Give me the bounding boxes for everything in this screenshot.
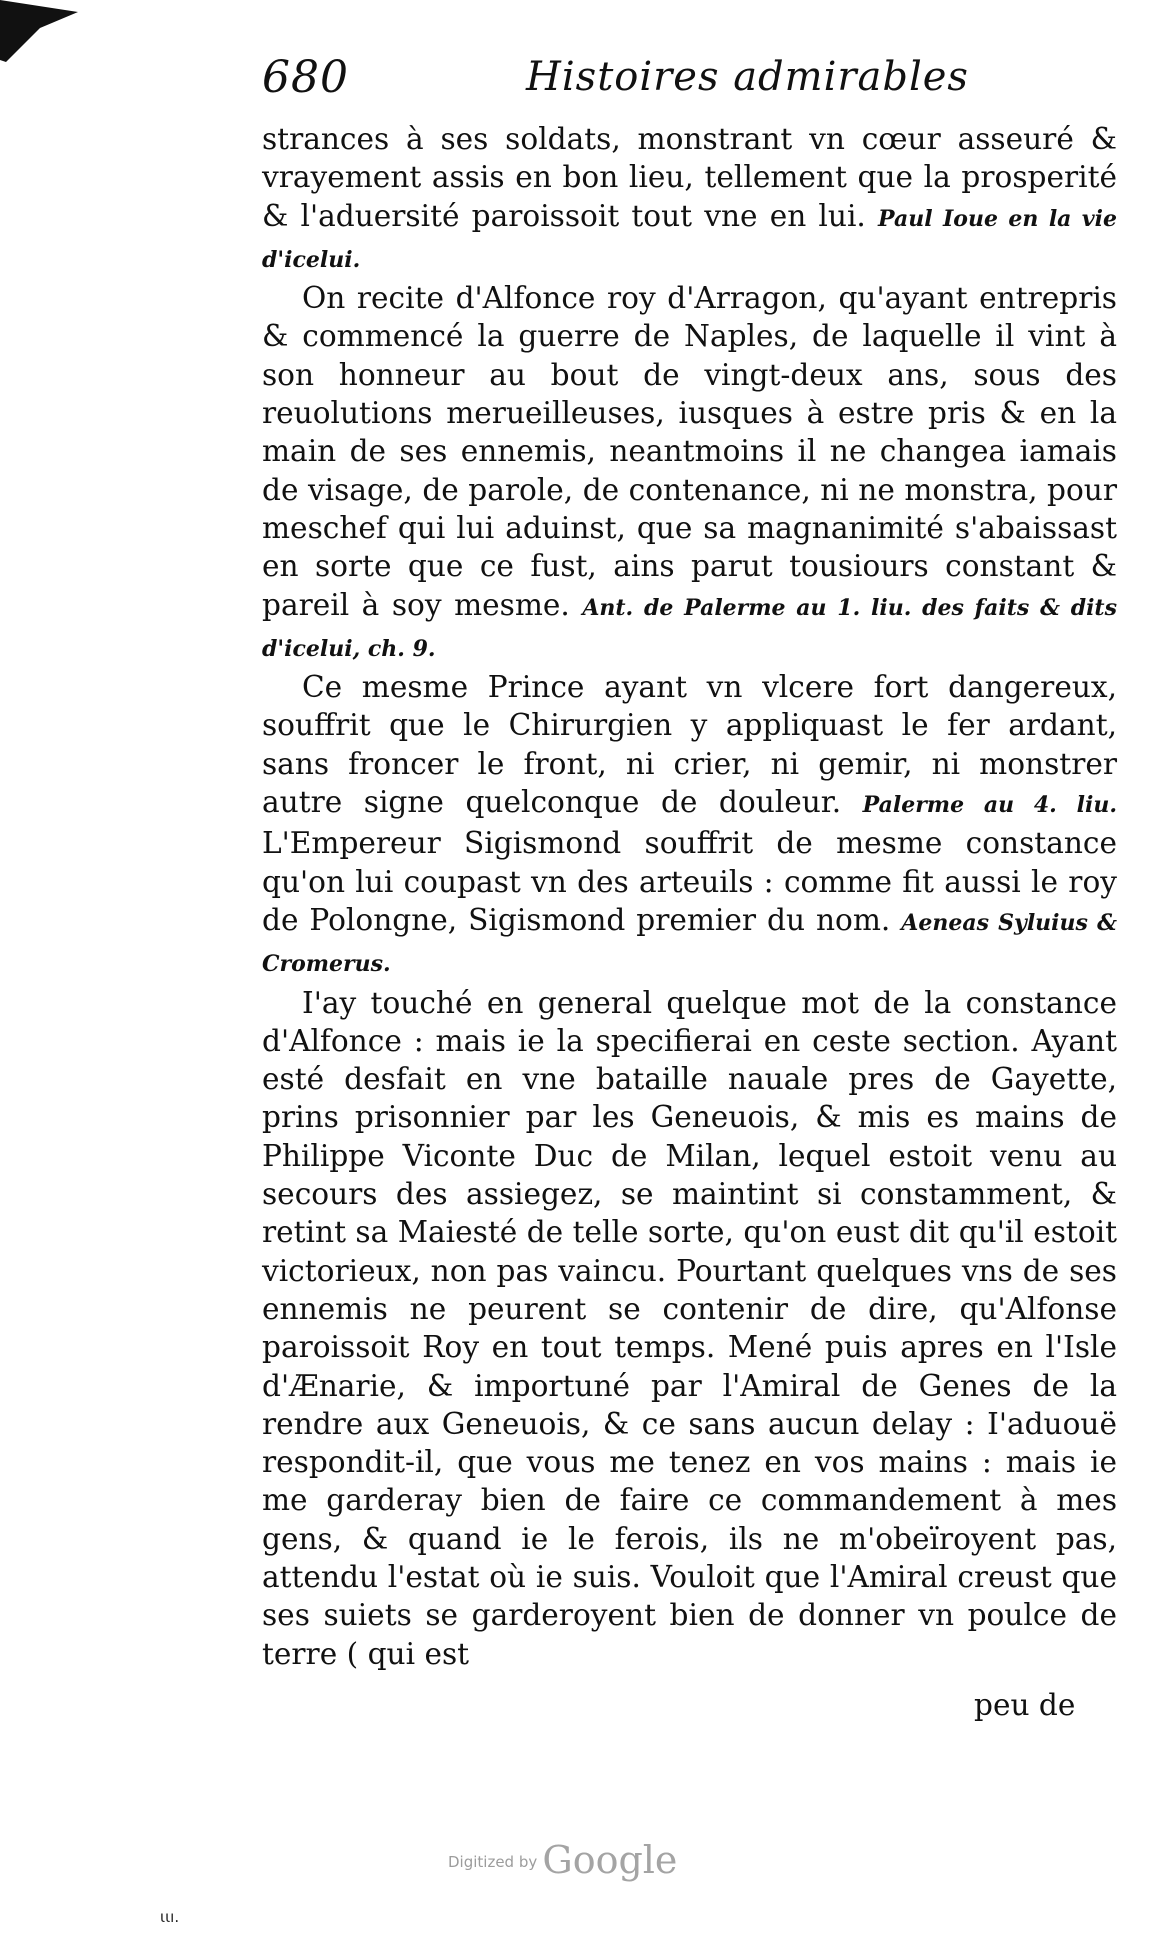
margin-note: Ant. de Palerme au 1. liu. des faits & dits d'icelui, ch. 9. bbox=[262, 594, 1117, 662]
page-header bbox=[262, 52, 1132, 114]
paragraph-3 bbox=[262, 668, 1117, 983]
page-number: 680 bbox=[262, 52, 349, 103]
running-head: Histoires admirables bbox=[526, 54, 969, 100]
footer-mark: ιιı. bbox=[160, 1908, 180, 1926]
paragraph-text: On recite d'Alfonce roy d'Arragon, qu'ayant entrepris & commencé la guerre de Naples, de laquelle il vint à son honneur au bout de vingt-deux ans, sous des reuolutions merueilleuses, iusques à estre pris & en la main de ses ennemis, neantmoins il ne changea iamais de visage, de parole, de contenance, ni ne monstra, pour meschef qui lui aduinst, que sa magnanimité s'abaissast en sorte que ce fust, ains parut tousiours constant & pareil à soy mesme. bbox=[262, 281, 1117, 622]
paragraph-text: Ce mesme Prince ayant vn vlcere fort dangereux, souffrit que le Chirurgien y appliquast le fer ardant, sans froncer le front, ni crier, ni gemir, ni monstrer autre signe quelconque de douleur. bbox=[262, 670, 1117, 820]
body-text bbox=[262, 120, 1117, 1673]
digitized-watermark bbox=[448, 1838, 698, 1888]
paragraph-text: I'ay touché en general quelque mot de la constance d'Alfonce : mais ie la specifierai en ceste section. Ayant esté desfait en vne bataille nauale pres de Gayette, prins prisonnier par les Geneuois, & mis es mains de Philippe Viconte Duc de Milan, lequel estoit venu au secours des assiegez, se maintint si constamment, & retint sa Maiesté de telle sorte, qu'on eust dit qu'il estoit victorieux, non pas vaincu. Pourtant quelques vns de ses ennemis ne peurent se contenir de dire, qu'Alfonse paroissoit Roy en tout temps. Mené puis apres en l'Isle d'Ænarie, & importuné par l'Amiral de Genes de la rendre aux Geneuois, & ce sans aucun delay : I'aduouë respondit-il, que vous me tenez en vos mains : mais ie me garderay bien de faire ce commandement à mes gens, & quand ie le ferois, ils ne m'obeïroyent pas, attendu l'estat où ie suis. Vouloit que l'Amiral creust que ses suiets se garderoyent bien de donner vn poulce de terre ( qui est bbox=[262, 985, 1117, 1671]
margin-note: Palerme au 4. liu. bbox=[862, 792, 1117, 819]
catchword: peu de bbox=[974, 1688, 1076, 1722]
watermark-prefix: Digitized by bbox=[448, 1853, 538, 1871]
paragraph-text-continued: L'Empereur Sigismond souffrit de mesme constance qu'on lui coupast vn des arteuils : comme fit aussi le roy de Polongne, Sigismond premier du nom. bbox=[262, 826, 1117, 937]
google-logo: Google bbox=[542, 1838, 678, 1882]
margin-note: Aeneas Syluius & Cromerus. bbox=[262, 909, 1117, 978]
margin-note: Paul Ioue en la vie d'icelui. bbox=[262, 205, 1117, 273]
paragraph-text: strances à ses soldats, monstrant vn cœur asseuré & vrayement assis en bon lieu, tellement que la prosperité & l'aduersité paroissoit tout vne en lui. bbox=[262, 122, 1117, 233]
page-edge-mark bbox=[0, 0, 80, 80]
paragraph-4 bbox=[262, 984, 1117, 1673]
paragraph-2 bbox=[262, 279, 1117, 668]
paragraph-1 bbox=[262, 120, 1117, 279]
